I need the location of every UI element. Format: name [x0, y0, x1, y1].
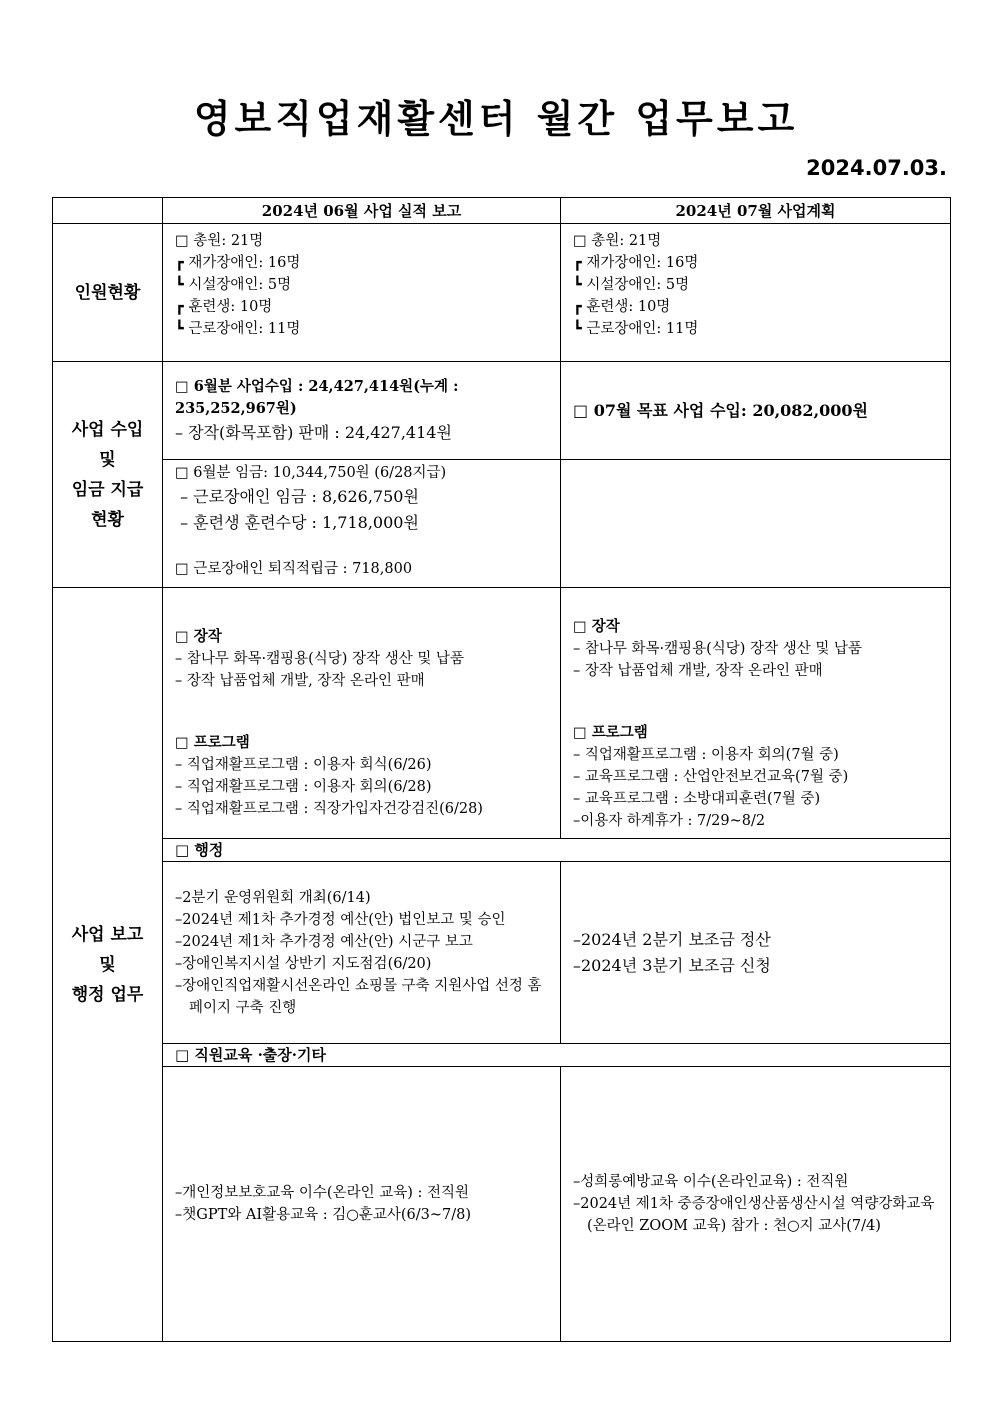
june-admin-line: –2분기 운영위원회 개최(6/14) — [175, 889, 371, 906]
july-admin — [561, 862, 951, 1044]
staff-july-line: ┗ 시설장애인: 5명 — [573, 277, 690, 293]
july-firewood-title: □ 장작 — [573, 618, 620, 635]
edu-title: □ 직원교육 ·출장·기타 — [163, 1044, 951, 1067]
july-program-line: – 교육프로그램 : 산업안전보건교육(7월 중) — [573, 769, 849, 785]
income-label-line: 사업 수입 — [71, 419, 144, 440]
june-revenue — [163, 362, 561, 460]
edu-title-row — [53, 1044, 951, 1067]
staff-june — [163, 224, 561, 362]
june-admin-line: –2024년 제1차 추가경정 예산(안) 시군구 보고 — [175, 933, 473, 950]
report-table — [52, 197, 951, 1342]
staff-june-line: □ 총원: 21명 — [175, 233, 264, 249]
june-firewood-line: – 장작 납품업체 개발, 장작 온라인 판매 — [175, 673, 425, 689]
june-wages-line: – 훈련생 훈련수당 : 1,718,000원 — [175, 513, 419, 532]
june-wages-total: □ 6월분 임금: 10,344,750원 (6/28지급) — [175, 465, 447, 481]
income-row-wages — [53, 460, 951, 588]
july-program-line: –이용자 하계휴가 : 7/29~8/2 — [573, 813, 766, 829]
income-row-revenue — [53, 362, 951, 460]
income-label-line: 및 — [99, 449, 116, 470]
june-program-title: □ 프로그램 — [175, 734, 250, 751]
admin-row — [53, 862, 951, 1044]
header-july: 2024년 07월 사업계획 — [561, 198, 951, 224]
june-revenue-total: □ 6월분 사업수입 : 24,427,414원(누계 : 235,252,967원) — [175, 378, 464, 417]
july-target — [561, 362, 951, 460]
june-admin-line: –장애인복지시설 상반기 지도점검(6/20) — [175, 955, 432, 972]
june-edu-line: –개인정보보호교육 이수(온라인 교육) : 전직원 — [175, 1185, 470, 1201]
june-retirement: □ 근로장애인 퇴직적립금 : 718,800 — [175, 561, 413, 577]
business-label-line: 및 — [99, 954, 116, 975]
staff-july-line: □ 총원: 21명 — [573, 233, 662, 249]
july-program-title: □ 프로그램 — [573, 724, 648, 741]
staff-july — [561, 224, 951, 362]
staff-june-line: ┗ 시설장애인: 5명 — [175, 277, 292, 293]
june-admin-line: –2024년 제1차 추가경정 예산(안) 법인보고 및 승인 — [175, 911, 506, 928]
staff-row — [53, 224, 951, 362]
june-wages — [163, 460, 561, 588]
june-program-line: – 직업재활프로그램 : 이용자 회식(6/26) — [175, 757, 432, 773]
admin-title-row — [53, 839, 951, 862]
june-firewood-line: – 참나무 화목·캠핑용(식당) 장작 생산 및 납품 — [175, 651, 464, 667]
june-business — [163, 588, 561, 839]
income-label — [53, 362, 163, 588]
header-june: 2024년 06월 사업 실적 보고 — [163, 198, 561, 224]
staff-july-line: ┏ 재가장애인: 16명 — [573, 255, 699, 271]
header-blank — [53, 198, 163, 224]
admin-title: □ 행정 — [163, 839, 951, 862]
june-program-line: – 직업재활프로그램 : 직장가입자건강검진(6/28) — [175, 801, 483, 817]
june-program-line: – 직업재활프로그램 : 이용자 회의(6/28) — [175, 779, 432, 795]
staff-june-line: ┏ 재가장애인: 16명 — [175, 255, 301, 271]
staff-july-line: ┏ 훈련생: 10명 — [573, 299, 671, 315]
july-firewood-line: – 장작 납품업체 개발, 장작 온라인 판매 — [573, 663, 823, 679]
july-program-line: – 교육프로그램 : 소방대피훈련(7월 중) — [573, 791, 821, 807]
staff-june-line: ┏ 훈련생: 10명 — [175, 299, 273, 315]
june-admin-line: –장애인직업재활시선온라인 쇼핑몰 구축 지원사업 선정 홈페이지 구축 진행 — [175, 977, 542, 1016]
june-wages-line: – 근로장애인 임금 : 8,626,750원 — [175, 487, 419, 506]
income-label-line: 현황 — [91, 509, 124, 530]
staff-june-line: ┗ 근로장애인: 11명 — [175, 321, 301, 337]
july-firewood-line: – 참나무 화목·캠핑용(식당) 장작 생산 및 납품 — [573, 641, 862, 657]
page-title: 영보직업재활센터 월간 업무보고 — [193, 97, 799, 141]
june-firewood-title: □ 장작 — [175, 628, 222, 645]
income-label-line: 임금 지급 — [71, 479, 144, 500]
staff-label: 인원현황 — [53, 224, 163, 362]
july-edu — [561, 1067, 951, 1342]
july-edu-line: –2024년 제1차 중증장애인생산품생산시설 역량강화교육(온라인 ZOOM 교육) 참가 : 천○지 교사(7/4) — [573, 1196, 935, 1234]
july-target-revenue: □ 07월 목표 사업 수입: 20,082,000원 — [573, 400, 868, 420]
edu-row — [53, 1067, 951, 1342]
business-label — [53, 588, 163, 1342]
june-edu-line: –챗GPT와 AI활용교육 : 김○훈교사(6/3~7/8) — [175, 1207, 472, 1223]
july-business — [561, 588, 951, 839]
july-edu-line: –성희롱예방교육 이수(온라인교육) : 전직원 — [573, 1174, 849, 1190]
staff-july-line: ┗ 근로장애인: 11명 — [573, 321, 699, 337]
business-label-line: 사업 보고 — [71, 924, 144, 945]
header-row — [53, 198, 951, 224]
june-admin — [163, 862, 561, 1044]
business-row — [53, 588, 951, 839]
july-wages-empty — [561, 460, 951, 588]
business-label-line: 행정 업무 — [71, 984, 144, 1005]
july-program-line: – 직업재활프로그램 : 이용자 회의(7월 중) — [573, 747, 839, 763]
june-revenue-detail: – 장작(화목포함) 판매 : 24,427,414원 — [175, 423, 452, 442]
july-admin-line: –2024년 3분기 보조금 신청 — [573, 955, 771, 975]
june-edu — [163, 1067, 561, 1342]
report-date: 2024.07.03. — [806, 156, 947, 180]
july-admin-line: –2024년 2분기 보조금 정산 — [573, 929, 771, 949]
